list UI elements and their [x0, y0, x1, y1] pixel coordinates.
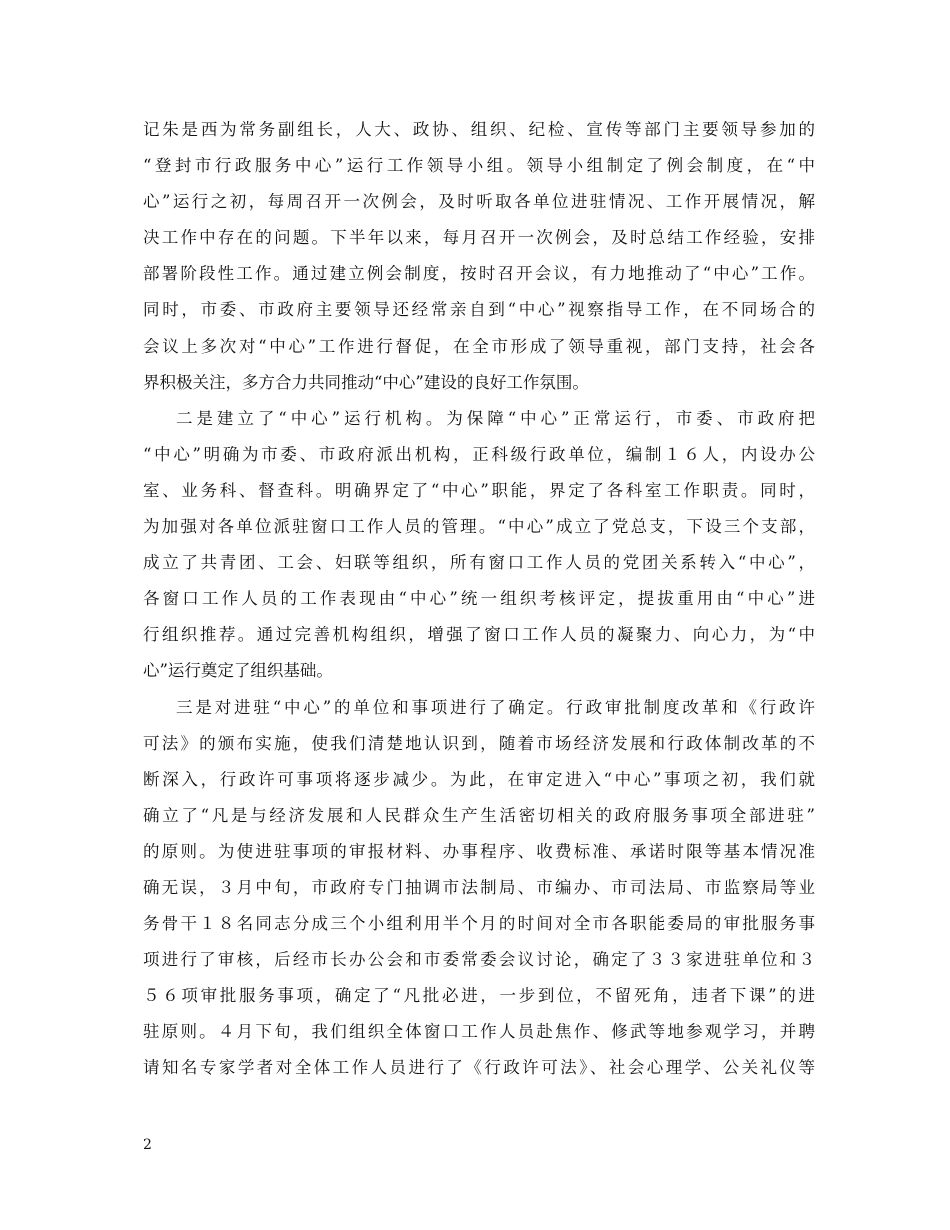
page-number: 2	[143, 1137, 152, 1153]
paragraph-start-line: 三是对进驻“中心”的单位和事项进行了确定。行政审批制度改革和《行政许	[176, 697, 815, 717]
text-line: 部署阶段性工作。通过建立例会制度，按时召开会议，有力地推动了“中心”工作。	[143, 264, 815, 284]
text-line: 的原则。为使进驻事项的审报材料、办事程序、收费标准、承诺时限等基本情况准	[143, 841, 815, 861]
text-line: 心”运行奠定了组织基础。	[143, 661, 333, 681]
paragraph-start-line: 二是建立了“中心”运行机构。为保障“中心”正常运行，市委、市政府把	[176, 408, 815, 428]
text-line: 为加强对各单位派驻窗口工作人员的管理。“中心”成立了党总支，下设三个支部，	[143, 517, 815, 537]
text-line: 断深入，行政许可事项将逐步减少。为此，在审定进入“中心”事项之初，我们就	[143, 769, 815, 789]
text-line: ５６项审批服务事项，确定了“凡批必进，一步到位，不留死角，违者下课”的进	[143, 986, 815, 1006]
text-line: 务骨干１８名同志分成三个小组利用半个月的时间对全市各职能委局的审批服务事	[143, 914, 815, 934]
text-line: 成立了共青团、工会、妇联等组织，所有窗口工作人员的党团关系转入“中心”，	[143, 553, 815, 573]
text-line: 心”运行之初，每周召开一次例会，及时听取各单位进驻情况、工作开展情况，解	[143, 192, 815, 212]
text-line: 项进行了审核，后经市长办公会和市委常委会议讨论，确定了３３家进驻单位和３	[143, 950, 815, 970]
text-line: 同时，市委、市政府主要领导还经常亲自到“中心”视察指导工作，在不同场合的	[143, 300, 815, 320]
text-line: 驻原则。４月下旬，我们组织全体窗口工作人员赴焦作、修武等地参观学习，并聘	[143, 1022, 815, 1042]
text-line: 各窗口工作人员的工作表现由“中心”统一组织考核评定，提拔重用由“中心”进	[143, 589, 815, 609]
text-line: “登封市行政服务中心”运行工作领导小组。领导小组制定了例会制度，在“中	[143, 156, 815, 176]
text-line: 会议上多次对“中心”工作进行督促，在全市形成了领导重视，部门支持，社会各	[143, 336, 815, 356]
text-line: 确无误，３月中旬，市政府专门抽调市法制局、市编办、市司法局、市监察局等业	[143, 877, 815, 897]
text-line: “中心”明确为市委、市政府派出机构，正科级行政单位，编制１６人，内设办公	[143, 444, 815, 464]
text-line: 可法》的颁布实施，使我们清楚地认识到，随着市场经济发展和行政体制改革的不	[143, 733, 815, 753]
text-line: 记朱是西为常务副组长，人大、政协、组织、纪检、宣传等部门主要领导参加的	[143, 120, 815, 139]
text-line: 决工作中存在的问题。下半年以来，每月召开一次例会，及时总结工作经验，安排	[143, 228, 815, 248]
text-line: 室、业务科、督查科。明确界定了“中心”职能，界定了各科室工作职责。同时，	[143, 480, 815, 500]
text-line: 行组织推荐。通过完善机构组织，增强了窗口工作人员的凝聚力、向心力，为“中	[143, 625, 815, 645]
text-line: 确立了“凡是与经济发展和人民群众生产生活密切相关的政府服务事项全部进驻”	[143, 805, 815, 825]
text-line: 请知名专家学者对全体工作人员进行了《行政许可法》、社会心理学、公关礼仪等	[143, 1058, 815, 1078]
text-line: 界积极关注，多方合力共同推动“中心”建设的良好工作氛围。	[143, 372, 589, 392]
body-text	[143, 112, 815, 1087]
